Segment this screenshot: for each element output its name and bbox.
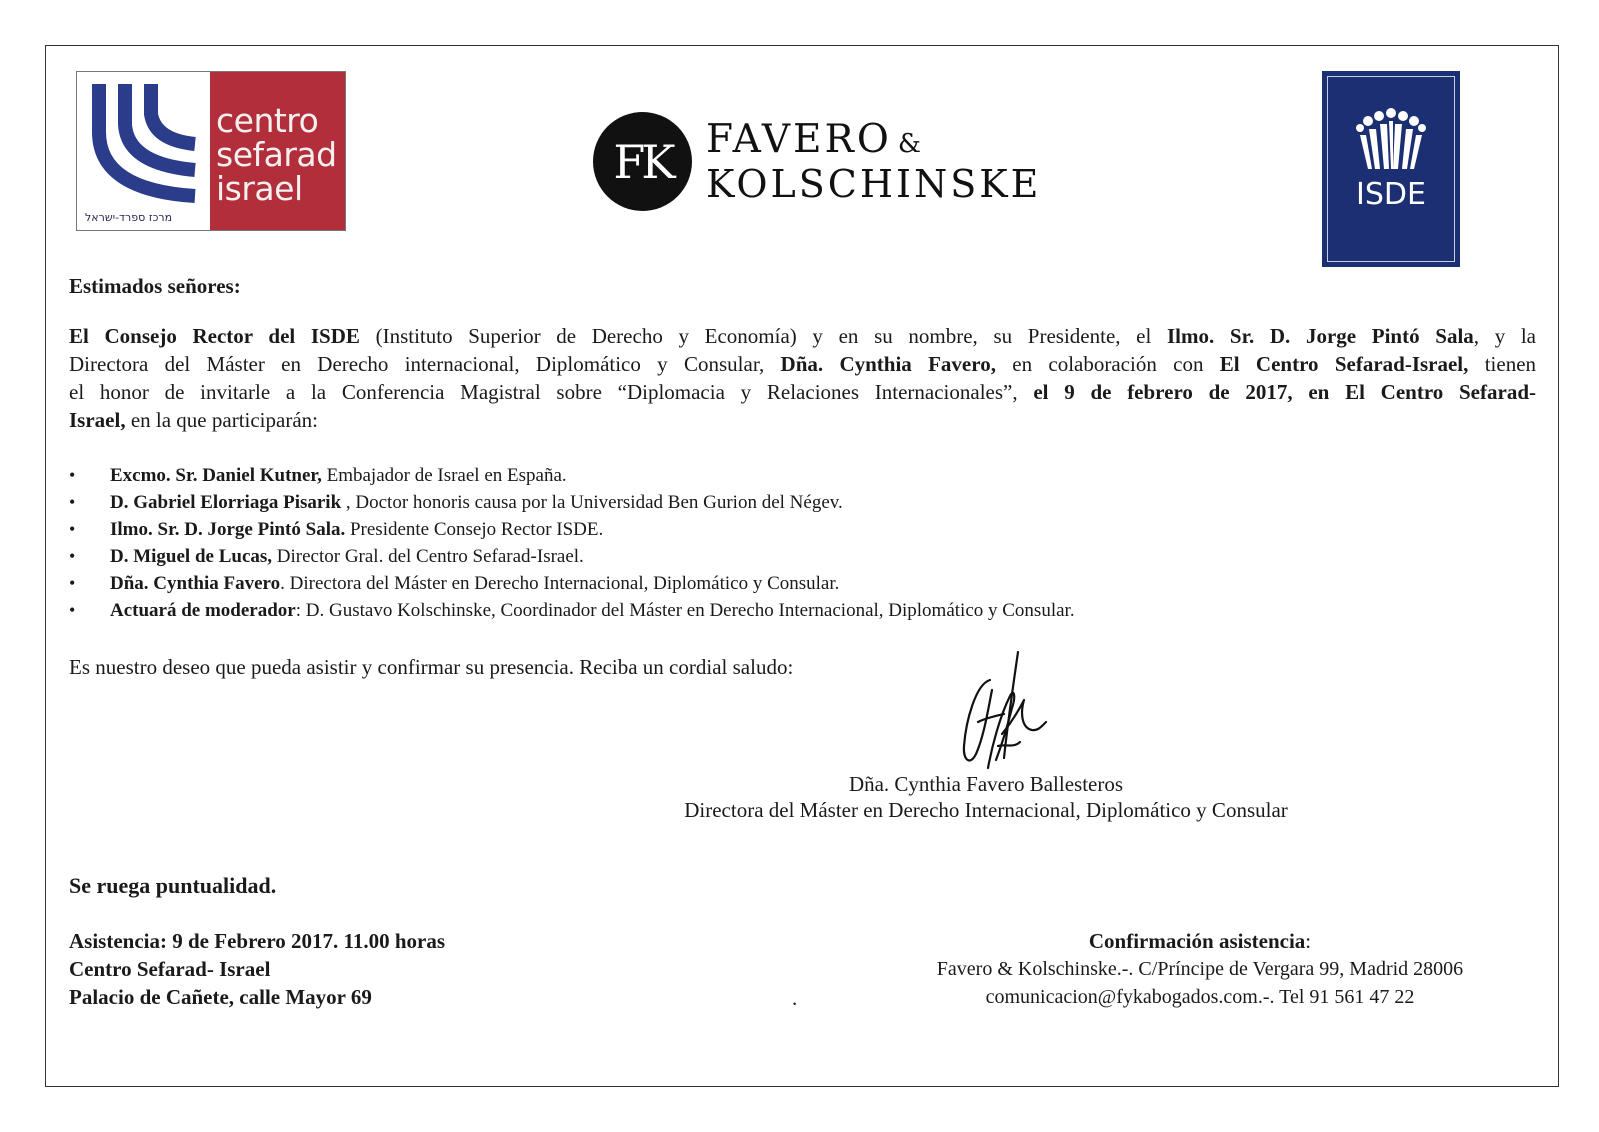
participant-desc: Embajador de Israel en España. [321,465,567,486]
intro-text: (Instituto Superior de Derecho y Economía) y en su nombre, su Presidente, el [359,324,1167,348]
participant-name: D. Gabriel Elorriaga Pisarik [110,492,342,513]
intro-text: , y la [1473,324,1537,348]
participant-name: Dña. Cynthia Favero [110,573,281,594]
centro-sefarad-wordmark [210,72,345,230]
confirmation-heading-text: Confirmación asistencia [1088,929,1306,953]
wordmark-line: israel [216,169,303,208]
fk-wordmark [706,116,1042,206]
intro-text: el honor de invitarle a la Conferencia Magistral sobre “Diplomacia y Relaciones Internacionales”, [69,380,1034,404]
participant-desc: : D. Gustavo Kolschinske, Coordinador del Máster en Derecho Internacional, Diplomático y Consular. [295,600,1075,621]
confirmation-contact: comunicacion@fykabogados.com.-. Tel 91 561 47 22 [985,986,1415,1008]
participant-name: D. Miguel de Lucas, [110,546,273,567]
event-venue: Centro Sefarad- Israel [69,957,271,981]
wordmark-line: sefarad [216,135,337,174]
intro-text: en la que participarán: [125,408,318,432]
confirmation-heading [900,927,1500,955]
participants-list [69,462,1075,624]
intro-text: en colaboración con [995,352,1220,376]
participant-desc: Director Gral. del Centro Sefarad-Israel. [272,546,584,567]
stray-dot: . [792,986,798,1010]
participant-desc: . Directora del Máster en Derecho Internacional, Diplomático y Consular. [280,573,840,594]
event-attendance: Asistencia: 9 de Febrero 2017. 11.00 horas [69,929,446,953]
director-name: Dña. Cynthia Favero, [780,352,996,376]
confirmation-address: Favero & Kolschinske.-. C/Príncipe de Vergara 99, Madrid 28006 [936,958,1464,980]
list-item [69,462,1075,489]
signatory-name: Dña. Cynthia Favero Ballesteros [848,772,1124,796]
greeting: Estimados señores: [69,274,241,298]
participant-name: Excmo. Sr. Daniel Kutner, [110,465,322,486]
isde-logo [1322,71,1460,267]
hebrew-caption: מרכז ספרד-ישראל [85,211,173,224]
fk-line2: KOLSCHINSKE [706,161,1042,206]
list-item [69,597,1075,624]
venue-name: Israel, [69,408,126,432]
event-date: el 9 de febrero de 2017, en El Centro Sefarad- [1033,380,1536,404]
confirmation-heading-colon: : [1305,929,1312,953]
punctuality-note: Se ruega puntualidad. [69,873,277,898]
fk-monogram: FK [593,112,692,211]
council-name: El Consejo Rector del ISDE [69,324,360,348]
intro-text: tienen [1468,352,1537,376]
centro-sefarad-logo [76,71,346,231]
favero-kolschinske-logo [593,112,1041,211]
intro-line-1 [69,322,1536,350]
list-item [69,516,1075,543]
arcs-icon [77,72,210,230]
signatory-title: Directora del Máster en Derecho Internacional, Diplomático y Consular [684,798,1288,822]
list-item [69,570,1075,597]
participant-desc: , Doctor honoris causa por la Universidad Ben Gurion del Négev. [341,492,843,513]
wordmark-line: centro [216,101,319,140]
participant-name: Ilmo. Sr. D. Jorge Pintó Sala. [110,519,346,540]
closing-sentence: Es nuestro deseo que pueda asistir y confirmar su presencia. Reciba un cordial saludo: [69,655,794,679]
list-item [69,543,1075,570]
list-item [69,489,1075,516]
arcs-emblem [77,72,210,230]
people-icon [1356,107,1426,171]
isde-wordmark: ISDE [1356,177,1426,212]
intro-text: Directora del Máster en Derecho internacional, Diplomático y Consular, [69,352,781,376]
president-name: Ilmo. Sr. D. Jorge Pintó Sala [1167,324,1474,348]
intro-line-2 [69,350,1536,378]
fk-ampersand: & [897,128,922,159]
intro-line-4 [69,406,1536,434]
handwritten-signature [958,650,1068,775]
intro-paragraph [69,322,1536,434]
event-address: Palacio de Cañete, calle Mayor 69 [69,985,372,1009]
participant-name: Actuará de moderador [110,600,296,621]
intro-line-3 [69,378,1536,406]
fk-line1: FAVERO [706,116,892,162]
participant-desc: Presidente Consejo Rector ISDE. [345,519,604,540]
venue-name: El Centro Sefarad-Israel, [1219,352,1469,376]
